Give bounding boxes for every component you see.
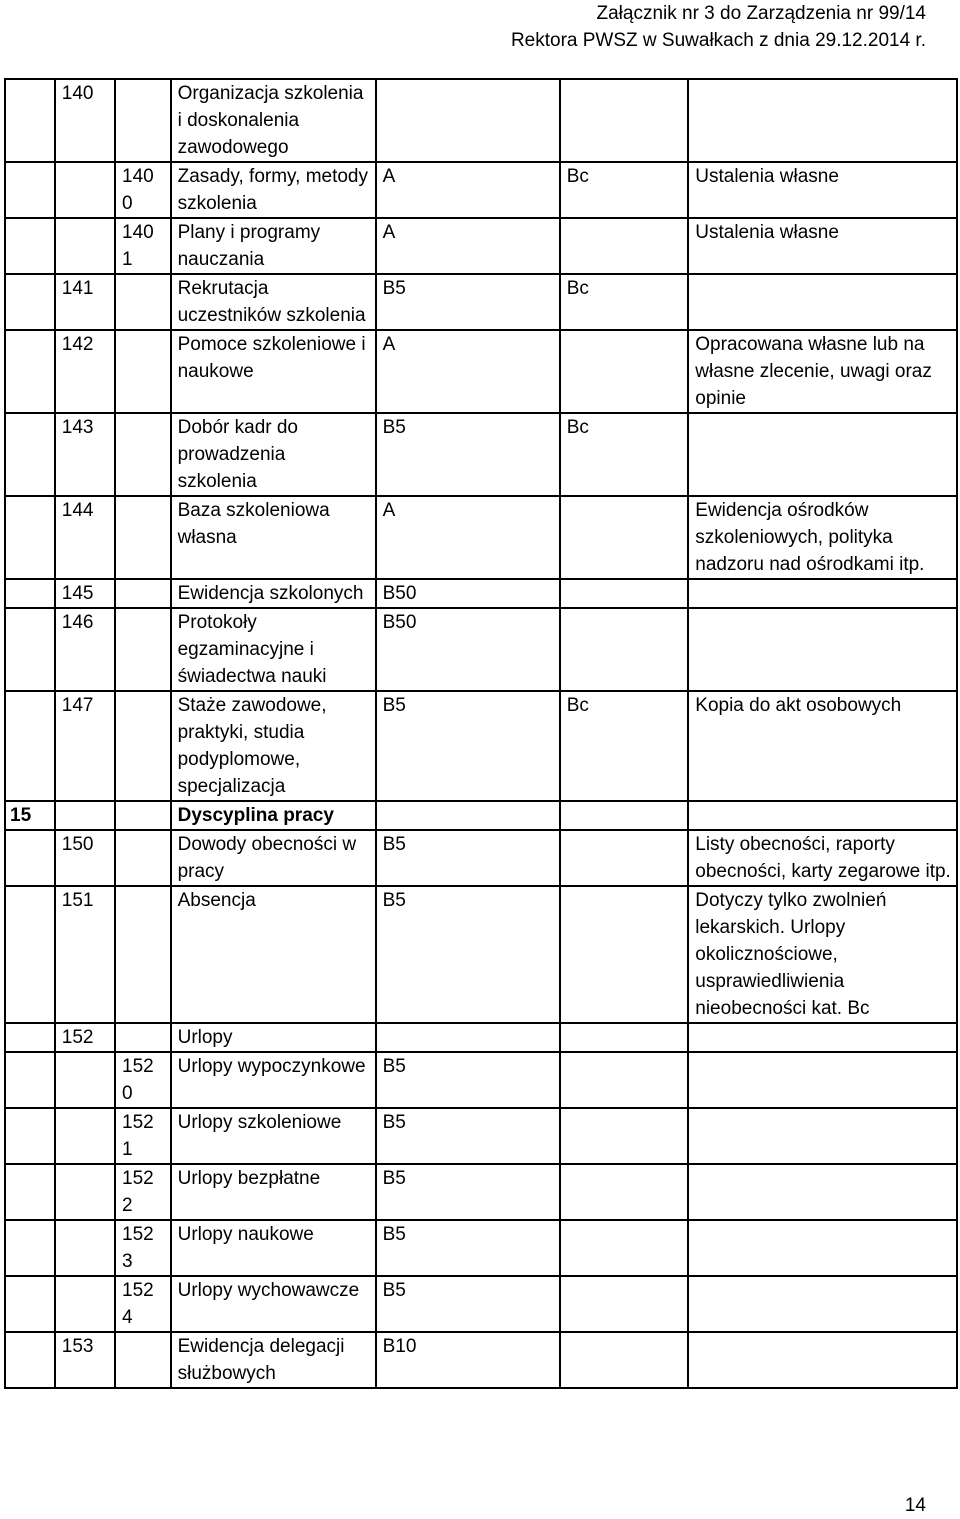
cell-class-title: Urlopy naukowe xyxy=(171,1220,376,1276)
cell-class-code xyxy=(55,1276,115,1332)
cell-category-other xyxy=(560,1023,689,1052)
cell-class-title: Urlopy wypoczynkowe xyxy=(171,1052,376,1108)
cell-class-code xyxy=(55,1108,115,1164)
cell-subclass-code xyxy=(115,79,171,162)
cell-notes: Ewidencja ośrodków szkoleniowych, polityka nadzoru nad ośrodkami itp. xyxy=(688,496,957,579)
table-row xyxy=(5,330,957,413)
cell-class-code xyxy=(55,801,115,830)
cell-notes xyxy=(688,1220,957,1276)
cell-class-title: Dobór kadr do prowadzenia szkolenia xyxy=(171,413,376,496)
cell-subclass-code xyxy=(115,496,171,579)
cell-class-code: 140 xyxy=(55,79,115,162)
cell-notes: Dotyczy tylko zwolnień lekarskich. Urlopy okolicznościowe, usprawiedliwienia nieobecności kat. Bc xyxy=(688,886,957,1023)
document-header xyxy=(511,0,926,54)
cell-notes: Ustalenia własne xyxy=(688,218,957,274)
cell-group-code xyxy=(5,496,55,579)
cell-subclass-code: 1524 xyxy=(115,1276,171,1332)
cell-category-other: Bc xyxy=(560,413,689,496)
table-row xyxy=(5,79,957,162)
cell-subclass-code xyxy=(115,886,171,1023)
cell-category-main: B5 xyxy=(376,886,560,1023)
cell-category-main: A xyxy=(376,218,560,274)
cell-group-code xyxy=(5,886,55,1023)
table-row xyxy=(5,1332,957,1388)
header-line-2: Rektora PWSZ w Suwałkach z dnia 29.12.2014 r. xyxy=(510,30,926,51)
cell-category-other xyxy=(560,79,689,162)
cell-group-code xyxy=(5,1164,55,1220)
cell-group-code xyxy=(5,413,55,496)
cell-category-main: A xyxy=(376,330,560,413)
cell-class-code xyxy=(55,1164,115,1220)
cell-category-main: B50 xyxy=(376,608,560,691)
page-number: 14 xyxy=(904,1495,926,1516)
cell-group-code xyxy=(5,608,55,691)
cell-subclass-code: 1522 xyxy=(115,1164,171,1220)
cell-class-code: 143 xyxy=(55,413,115,496)
cell-group-code xyxy=(5,1023,55,1052)
cell-class-title: Protokoły egzaminacyjne i świadectwa nauki xyxy=(171,608,376,691)
cell-category-main: B5 xyxy=(376,274,560,330)
table-row xyxy=(5,1052,957,1108)
cell-group-code xyxy=(5,1108,55,1164)
cell-class-title: Staże zawodowe, praktyki, studia podyplomowe, specjalizacja xyxy=(171,691,376,801)
cell-group-code xyxy=(5,579,55,608)
cell-group-code xyxy=(5,830,55,886)
cell-category-main: B5 xyxy=(376,691,560,801)
cell-category-other xyxy=(560,1220,689,1276)
cell-notes: Listy obecności, raporty obecności, karty zegarowe itp. xyxy=(688,830,957,886)
table-row xyxy=(5,274,957,330)
cell-notes xyxy=(688,1023,957,1052)
cell-class-title: Urlopy bezpłatne xyxy=(171,1164,376,1220)
cell-category-main xyxy=(376,801,560,830)
cell-class-title: Pomoce szkoleniowe i naukowe xyxy=(171,330,376,413)
cell-category-other xyxy=(560,1276,689,1332)
cell-group-code xyxy=(5,1332,55,1388)
cell-category-other xyxy=(560,801,689,830)
cell-category-main: B5 xyxy=(376,1108,560,1164)
cell-notes xyxy=(688,1164,957,1220)
cell-subclass-code: 1520 xyxy=(115,1052,171,1108)
cell-class-title: Urlopy xyxy=(171,1023,376,1052)
cell-class-title: Organizacja szkolenia i doskonalenia zawodowego xyxy=(171,79,376,162)
table-row xyxy=(5,162,957,218)
cell-class-code: 144 xyxy=(55,496,115,579)
cell-subclass-code xyxy=(115,830,171,886)
cell-notes: Ustalenia własne xyxy=(688,162,957,218)
cell-notes xyxy=(688,274,957,330)
cell-category-other: Bc xyxy=(560,274,689,330)
cell-group-code xyxy=(5,162,55,218)
cell-category-other xyxy=(560,1164,689,1220)
records-table xyxy=(4,78,958,1389)
cell-category-other xyxy=(560,579,689,608)
cell-category-main: B5 xyxy=(376,1220,560,1276)
cell-group-code xyxy=(5,691,55,801)
cell-group-code xyxy=(5,218,55,274)
cell-category-main: A xyxy=(376,162,560,218)
cell-class-title: Dowody obecności w pracy xyxy=(171,830,376,886)
cell-group-code xyxy=(5,1052,55,1108)
cell-subclass-code xyxy=(115,1332,171,1388)
cell-notes xyxy=(688,79,957,162)
cell-category-main xyxy=(376,1023,560,1052)
cell-category-other xyxy=(560,1332,689,1388)
cell-notes xyxy=(688,608,957,691)
cell-class-code: 153 xyxy=(55,1332,115,1388)
table-row xyxy=(5,1220,957,1276)
cell-class-title: Baza szkoleniowa własna xyxy=(171,496,376,579)
cell-class-title: Urlopy wychowawcze xyxy=(171,1276,376,1332)
cell-notes xyxy=(688,579,957,608)
cell-class-code: 150 xyxy=(55,830,115,886)
cell-category-main: B5 xyxy=(376,830,560,886)
cell-subclass-code xyxy=(115,608,171,691)
table-row xyxy=(5,413,957,496)
cell-class-title: Absencja xyxy=(171,886,376,1023)
cell-class-title: Plany i programy nauczania xyxy=(171,218,376,274)
cell-subclass-code xyxy=(115,579,171,608)
cell-category-other xyxy=(560,608,689,691)
cell-category-other: Bc xyxy=(560,691,689,801)
cell-class-title: Rekrutacja uczestników szkolenia xyxy=(171,274,376,330)
cell-category-main xyxy=(376,79,560,162)
cell-group-code xyxy=(5,1220,55,1276)
cell-category-main: B5 xyxy=(376,413,560,496)
cell-group-code: 15 xyxy=(5,801,55,830)
cell-subclass-code xyxy=(115,413,171,496)
cell-notes xyxy=(688,413,957,496)
records-table-body xyxy=(5,79,957,1388)
cell-category-other: Bc xyxy=(560,162,689,218)
cell-group-code xyxy=(5,330,55,413)
cell-category-other xyxy=(560,1108,689,1164)
cell-category-main: B10 xyxy=(376,1332,560,1388)
cell-class-code xyxy=(55,162,115,218)
table-row xyxy=(5,1164,957,1220)
cell-group-code xyxy=(5,274,55,330)
header-line-1: Załącznik nr 3 do Zarządzenia nr 99/14 xyxy=(596,3,926,24)
cell-notes xyxy=(688,1332,957,1388)
cell-notes: Kopia do akt osobowych xyxy=(688,691,957,801)
cell-category-main: B5 xyxy=(376,1052,560,1108)
cell-category-other xyxy=(560,886,689,1023)
cell-category-other xyxy=(560,218,689,274)
cell-group-code xyxy=(5,1276,55,1332)
cell-notes xyxy=(688,1276,957,1332)
cell-subclass-code xyxy=(115,801,171,830)
table-row xyxy=(5,608,957,691)
cell-category-main: A xyxy=(376,496,560,579)
cell-notes xyxy=(688,1052,957,1108)
cell-category-main: B5 xyxy=(376,1276,560,1332)
table-row xyxy=(5,496,957,579)
table-row xyxy=(5,1023,957,1052)
cell-category-other xyxy=(560,1052,689,1108)
cell-class-code: 142 xyxy=(55,330,115,413)
cell-category-other xyxy=(560,496,689,579)
cell-class-title: Dyscyplina pracy xyxy=(171,801,376,830)
table-row xyxy=(5,691,957,801)
cell-group-code xyxy=(5,79,55,162)
table-row xyxy=(5,886,957,1023)
cell-notes: Opracowana własne lub na własne zlecenie, uwagi oraz opinie xyxy=(688,330,957,413)
cell-category-other xyxy=(560,330,689,413)
table-row xyxy=(5,801,957,830)
cell-class-title: Ewidencja szkolonych xyxy=(171,579,376,608)
cell-class-title: Urlopy szkoleniowe xyxy=(171,1108,376,1164)
cell-subclass-code: 1521 xyxy=(115,1108,171,1164)
cell-class-title: Ewidencja delegacji służbowych xyxy=(171,1332,376,1388)
table-row xyxy=(5,1276,957,1332)
cell-class-code: 151 xyxy=(55,886,115,1023)
table-row xyxy=(5,1108,957,1164)
cell-notes xyxy=(688,1108,957,1164)
cell-subclass-code xyxy=(115,330,171,413)
cell-class-code: 146 xyxy=(55,608,115,691)
cell-class-code: 152 xyxy=(55,1023,115,1052)
cell-subclass-code: 1523 xyxy=(115,1220,171,1276)
cell-subclass-code xyxy=(115,1023,171,1052)
cell-class-title: Zasady, formy, metody szkolenia xyxy=(171,162,376,218)
cell-category-main: B5 xyxy=(376,1164,560,1220)
table-row xyxy=(5,579,957,608)
cell-class-code xyxy=(55,218,115,274)
table-row xyxy=(5,830,957,886)
cell-subclass-code xyxy=(115,274,171,330)
cell-category-main: B50 xyxy=(376,579,560,608)
cell-class-code: 141 xyxy=(55,274,115,330)
table-row xyxy=(5,218,957,274)
cell-category-other xyxy=(560,830,689,886)
cell-class-code: 145 xyxy=(55,579,115,608)
cell-class-code xyxy=(55,1220,115,1276)
cell-class-code: 147 xyxy=(55,691,115,801)
cell-notes xyxy=(688,801,957,830)
cell-subclass-code: 1401 xyxy=(115,218,171,274)
cell-subclass-code xyxy=(115,691,171,801)
cell-class-code xyxy=(55,1052,115,1108)
cell-subclass-code: 1400 xyxy=(115,162,171,218)
